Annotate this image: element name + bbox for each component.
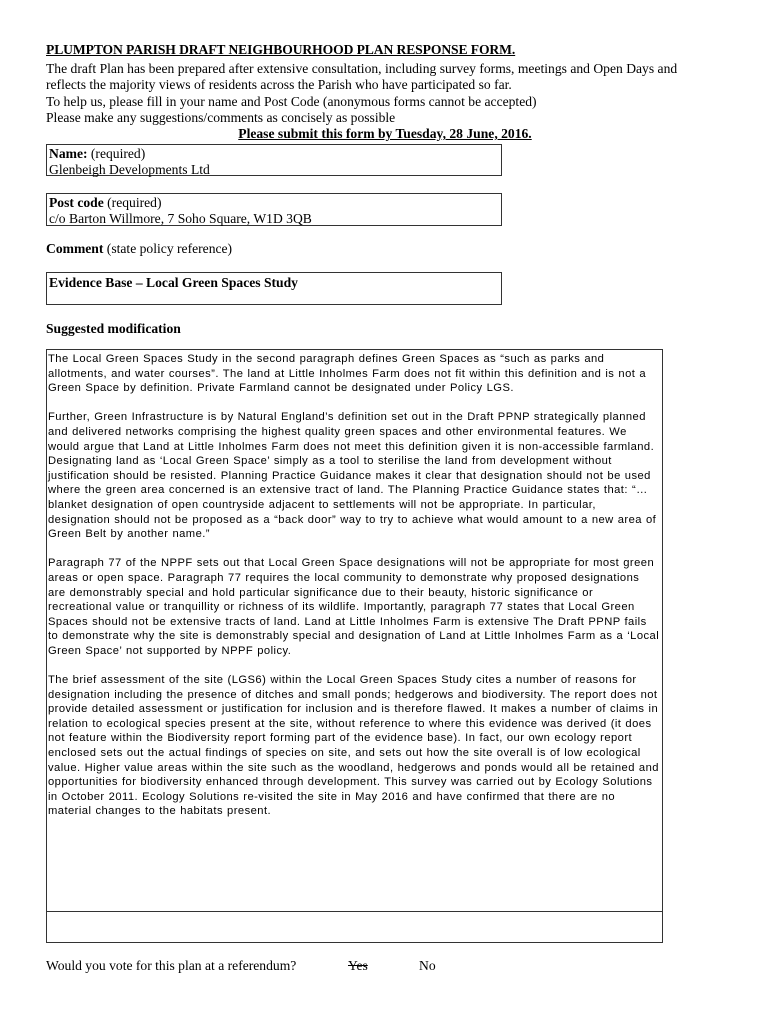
- referendum-question: Would you vote for this plan at a referendum?: [46, 958, 297, 973]
- postcode-required-note: (required): [107, 195, 162, 210]
- intro-line-1: The draft Plan has been prepared after extensive consultation, including survey forms, meetings and Open Days and: [46, 61, 678, 76]
- postcode-label: Post code: [49, 195, 104, 210]
- comment-value[interactable]: Evidence Base – Local Green Spaces Study: [49, 275, 298, 290]
- modification-paragraph-4: The brief assessment of the site (LGS6) within the Local Green Spaces Study cites a number of reasons for designation including the presence of ditches and small ponds; hedgerows and biodiversity. The report does not provide detailed assessment or justification for inclusion and is therefore flawed. It makes a number of claims in relation to ecological species present at the site, without reference to where this evidence was derived (it does not feature within the Biodiversity report forming part of the evidence base). In fact, our own ecology report enclosed sets out the actual findings of species on site, and sets out how the site overall is of low ecological value. Higher value areas within the site such as the woodland, hedgerows and ponds would all be retained and opportunities for biodiversity enhanced through development. This survey was carried out by Ecology Solutions in October 2011. Ecology Solutions re-visited the site in May 2016 and have confirmed that there are no material changes to the habitats present.: [48, 674, 659, 818]
- form-title: PLUMPTON PARISH DRAFT NEIGHBOURHOOD PLAN RESPONSE FORM.: [46, 42, 516, 57]
- comment-label: Comment: [46, 241, 104, 256]
- modification-heading: Suggested modification: [46, 321, 181, 336]
- submission-deadline: Please submit this form by Tuesday, 28 June, 2016.: [238, 126, 532, 141]
- comment-field[interactable]: [46, 272, 502, 305]
- comment-note: (state policy reference): [106, 241, 233, 256]
- comment-heading: [46, 241, 232, 257]
- modification-paragraph-2: Further, Green Infrastructure is by Natural England’s definition set out in the Draft PPNP strategically planned and delivered networks comprising the highest quality green spaces and other environmental features. We would argue that Land at Little Inholmes Farm does not meet this definition given it is non-accessible farmland. Designating land as ‘Local Green Space’ simply as a tool to sterilise the land from development without justification should be resisted. Planning Practice Guidance makes it clear that designation should not be used where the green area concerned is an extensive tract of land. The Planning Practice Guidance states that: “… blanket designation of open countryside adjacent to settlements will not be appropriate. In particular, designation should not be proposed as a “back door” way to try to achieve what would amount to a new area of Green Belt by another name.”: [48, 411, 657, 541]
- modification-paragraph-1: The Local Green Spaces Study in the second paragraph defines Green Spaces as “such as parks and allotments, and water courses”. The land at Little Inholmes Farm does not fit within this definition and is not a Green Space by definition. Private Farmland cannot be designated under Policy LGS.: [48, 353, 647, 395]
- intro-line-2: reflects the majority views of residents across the Parish who have participated so far.: [46, 77, 512, 92]
- intro-line-3: To help us, please fill in your name and Post Code (anonymous forms cannot be accepted): [46, 94, 537, 109]
- name-value[interactable]: Glenbeigh Developments Ltd: [49, 162, 210, 177]
- referendum-no-option[interactable]: No: [419, 958, 436, 973]
- modification-text[interactable]: [48, 352, 660, 834]
- postcode-value[interactable]: c/o Barton Willmore, 7 Soho Square, W1D 3QB: [49, 211, 312, 226]
- intro-line-4: Please make any suggestions/comments as concisely as possible: [46, 110, 396, 125]
- referendum-yes-option[interactable]: Yes: [348, 958, 368, 973]
- name-required-note: (required): [90, 146, 146, 161]
- name-field[interactable]: [46, 144, 502, 176]
- modification-paragraph-3: Paragraph 77 of the NPPF sets out that Local Green Space designations will not be appropriate for most green areas or open space. Paragraph 77 requires the local community to demonstrate why proposed designations are demonstrably special and hold particular significance due to their beauty, historic significance or recreational value or tranquillity or richness of its wildlife. Importantly, paragraph 77 states that Local Green Spaces should not be extensive tracts of land. Land at Little Inholmes Farm is extensive The Draft PPNP fails to demonstrate why the site is demonstrably special and designation of Land at Little Inholmes Farm as a ‘Local Green Space’ not supported by NPPF policy.: [48, 557, 660, 657]
- name-label: Name:: [49, 146, 88, 161]
- postcode-field[interactable]: [46, 193, 502, 226]
